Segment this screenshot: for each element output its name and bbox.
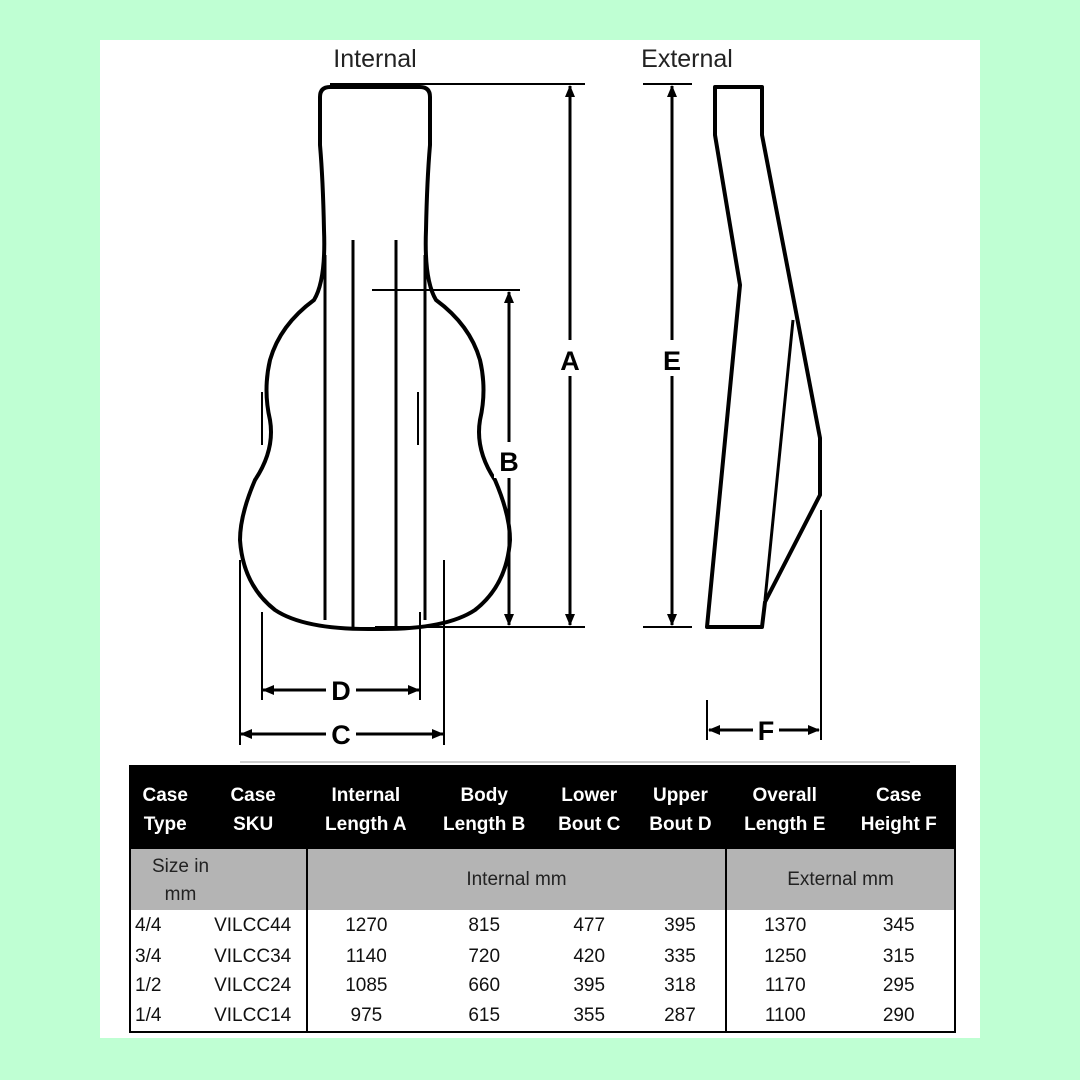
- table-row: [130, 942, 955, 972]
- dimension-c-label: C: [331, 720, 351, 750]
- header-body-length: Body Length B: [425, 766, 544, 849]
- cell-case-height: 315: [882, 945, 915, 967]
- external-heading: External: [641, 45, 733, 73]
- cell-lower-bout: 477: [573, 915, 606, 936]
- header-lower-bout: Lower Bout C: [544, 766, 635, 849]
- table-row: [130, 910, 955, 942]
- cell-overall-length: 1370: [726, 910, 843, 942]
- units-row: [130, 849, 955, 910]
- cell-internal-length: 975: [307, 1001, 425, 1032]
- cell-body-length: 615: [468, 1004, 501, 1026]
- cell-sku: VILCC14: [214, 1004, 292, 1026]
- cell-upper-bout: 318: [664, 975, 696, 997]
- internal-heading: Internal: [333, 45, 417, 73]
- dimension-b-label: B: [499, 447, 519, 477]
- dimension-f-label: F: [757, 716, 775, 746]
- dimension-d-label: D: [331, 676, 351, 706]
- internal-case-outline: [240, 87, 510, 629]
- cell-sku: VILCC44: [214, 915, 292, 936]
- cell-internal-length: 1085: [307, 972, 425, 1002]
- dimension-e-label: E: [662, 346, 682, 376]
- header-case-height: Case Height F: [843, 766, 955, 849]
- spec-card: [100, 40, 980, 1038]
- cell-upper-bout: 287: [664, 1004, 696, 1026]
- table-header-row: [130, 766, 955, 849]
- cell-sku: VILCC24: [214, 975, 292, 997]
- cell-overall-length: 1100: [726, 1001, 843, 1032]
- cell-internal-length: 1140: [307, 942, 425, 972]
- units-internal-label: Internal mm: [307, 849, 726, 910]
- cell-case-height: 345: [882, 915, 915, 936]
- header-upper-bout: Upper Bout D: [635, 766, 726, 849]
- cell-lower-bout: 395: [573, 975, 606, 997]
- dimension-a-label: A: [560, 346, 580, 376]
- header-overall-length: Overall Length E: [726, 766, 843, 849]
- units-size-label: Size in mm: [151, 855, 210, 905]
- cell-lower-bout: 420: [573, 945, 606, 967]
- cell-overall-length: 1170: [726, 972, 843, 1002]
- cell-body-length: 660: [468, 975, 501, 997]
- cell-overall-length: 1250: [726, 942, 843, 972]
- cell-lower-bout: 355: [573, 1004, 606, 1026]
- cell-internal-length: 1270: [307, 910, 425, 942]
- cell-body-length: 815: [468, 915, 501, 936]
- header-internal-length: Internal Length A: [307, 766, 425, 849]
- cell-upper-bout: 395: [664, 915, 696, 936]
- cell-sku: VILCC34: [214, 945, 292, 967]
- cell-case-type: 4/4: [135, 915, 162, 936]
- header-case-sku: Case SKU: [199, 766, 307, 849]
- table-row: [130, 1001, 955, 1032]
- units-external-label: External mm: [726, 849, 955, 910]
- cell-case-type: 1/4: [135, 1004, 162, 1026]
- cell-case-height: 295: [882, 975, 915, 997]
- cell-body-length: 720: [468, 945, 501, 967]
- dimensions-table: [129, 765, 956, 1033]
- cell-case-type: 3/4: [135, 945, 162, 967]
- external-case-outline: [707, 87, 820, 627]
- table-row: [130, 972, 955, 1002]
- header-case-type: Case Type: [130, 766, 199, 849]
- units-size-cell: [130, 849, 307, 910]
- case-dimension-diagram: [100, 40, 980, 780]
- cell-upper-bout: 335: [664, 945, 696, 967]
- cell-case-type: 1/2: [135, 975, 162, 997]
- cell-case-height: 290: [882, 1004, 915, 1026]
